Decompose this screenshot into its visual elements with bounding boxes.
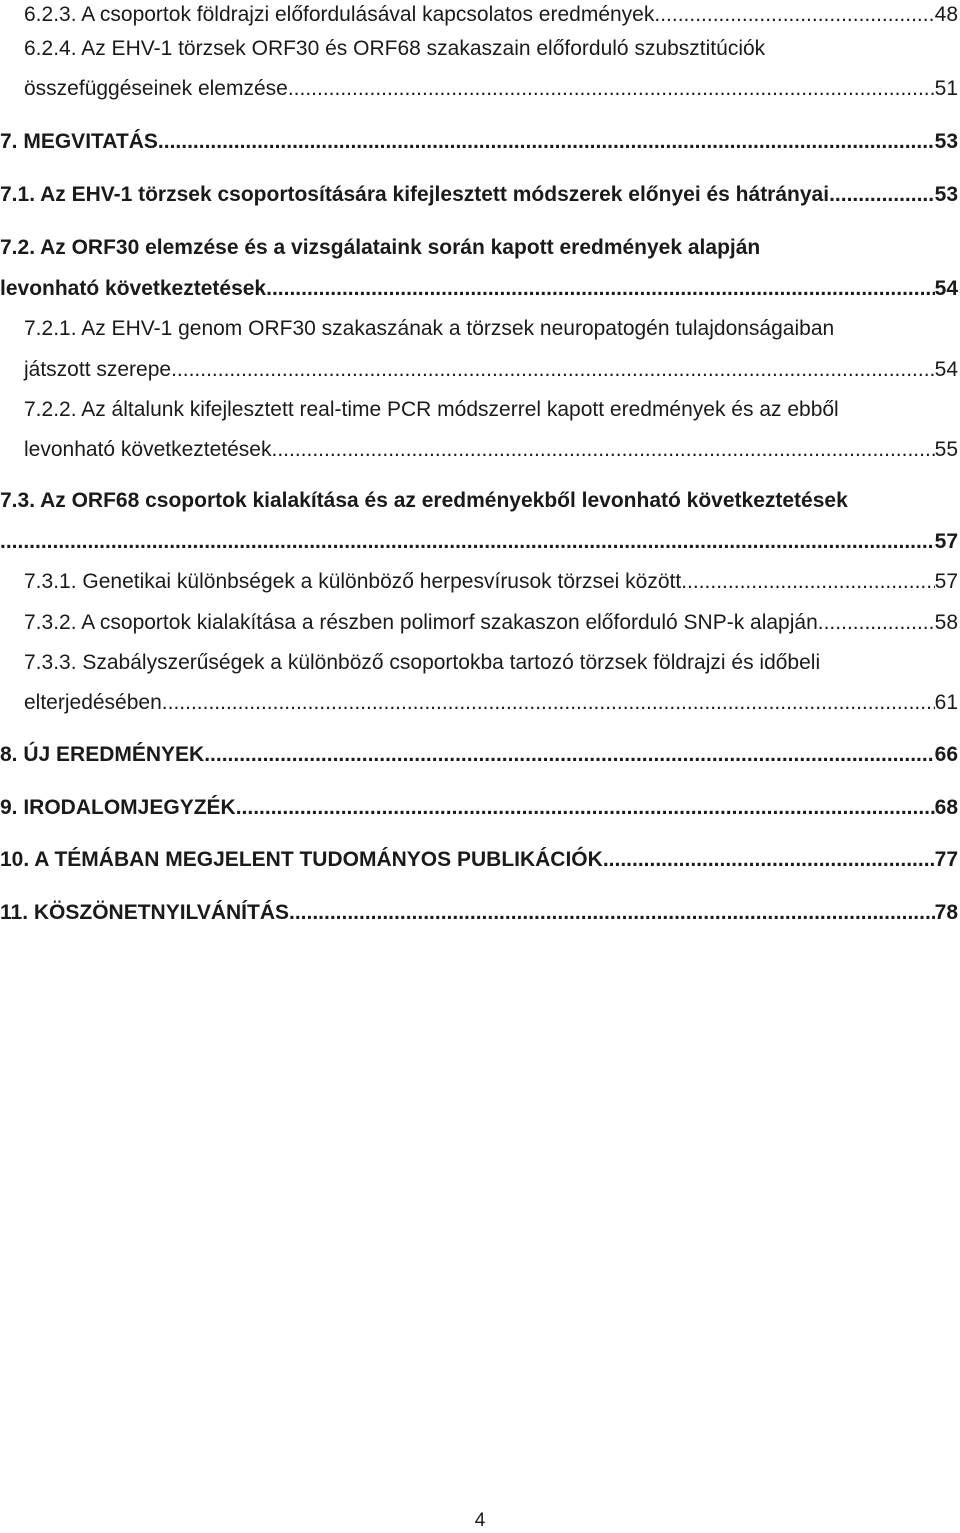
toc-page-number: 48 [934,3,958,26]
toc-page-number: 77 [934,848,958,871]
toc-entry-title-cont: elterjedésében [24,691,162,714]
toc-entry-title: 7.2.1. Az EHV-1 genom ORF30 szakaszának a törzsek neuropatogén tulajdonságaiban [24,317,835,340]
toc-entry-title: 7.1. Az EHV-1 törzsek csoportosítására kifejlesztett módszerek előnyei és hátrányai [0,183,830,206]
toc-leader-dots [0,527,935,557]
toc-page-number: 57 [934,530,958,553]
toc-leader-dots [681,567,934,597]
toc-page-number: 54 [934,358,958,381]
toc-leader-dots [204,740,934,770]
toc-page-number: 51 [934,77,958,100]
toc-entry-title-cont: összefüggéseinek elemzése [24,77,288,100]
toc-page-number: 53 [934,130,958,153]
toc-entry-7-3[interactable] [0,486,958,516]
toc-entry-7-2-1[interactable] [24,314,958,344]
toc-entry-7-3-3[interactable] [24,648,958,678]
toc-page-number: 66 [934,743,958,766]
toc-entry-7-1[interactable] [0,180,958,210]
toc-entry-title: 7.2. Az ORF30 elemzése és a vizsgálataink során kapott eredmények alapján [0,236,761,259]
toc-leader-dots [236,793,935,823]
toc-entry-7-3-cont[interactable] [0,527,958,557]
toc-entry-6-2-4-cont[interactable] [24,74,958,104]
toc-entry-title-cont: játszott szerepe [24,358,172,381]
toc-leader-dots [288,74,935,104]
toc-entry-6-2-3[interactable] [24,0,958,30]
toc-entry-7-3-1[interactable] [24,567,958,597]
toc-entry-title: 8. ÚJ EREDMÉNYEK [0,743,205,766]
toc-page-number: 57 [934,570,958,593]
toc-entry-title-cont: levonható következtetések [0,277,267,300]
toc-entry-title: 6.2.4. Az EHV-1 törzsek ORF30 és ORF68 szakaszain előforduló szubsztitúciók [24,37,766,60]
toc-entry-6-2-4[interactable] [24,34,958,64]
toc-entry-title: 7.2.2. Az általunk kifejlesztett real-time PCR módszerrel kapott eredmények és az ebből [24,398,839,421]
toc-entry-title: 6.2.3. A csoportok földrajzi előfordulásával kapcsolatos eredmények [24,3,655,26]
toc-entry-7-2-2-cont[interactable] [24,435,958,465]
toc-entry-10[interactable] [0,845,958,875]
toc-entry-title: 10. A TÉMÁBAN MEGJELENT TUDOMÁNYOS PUBLIKÁCIÓK [0,848,603,871]
toc-page-number: 54 [934,277,958,300]
toc-entry-title: 7. MEGVITATÁS [0,130,158,153]
toc-entry-7-2-2[interactable] [24,395,958,425]
toc-leader-dots [272,435,935,465]
toc-page-number: 55 [934,438,958,461]
toc-entry-title: 7.3.1. Genetikai különbségek a különböző herpesvírusok törzsei között [24,570,682,593]
toc-entry-7-3-2[interactable] [24,608,958,638]
toc-page-number: 53 [934,183,958,206]
toc-entry-7-2-cont[interactable] [0,274,958,304]
toc-entry-title-cont: levonható következtetések [24,438,272,461]
toc-entry-title: 7.3.3. Szabályszerűségek a különböző csoportokba tartozó törzsek földrajzi és időbeli [24,651,821,674]
toc-entry-11[interactable] [0,898,958,928]
toc-leader-dots [603,845,935,875]
toc-entry-9[interactable] [0,793,958,823]
toc-leader-dots [654,0,934,30]
toc-entry-title: 7.3. Az ORF68 csoportok kialakítása és az eredményekből levonható következtetések [0,489,848,512]
toc-entry-7-2[interactable] [0,233,958,263]
toc-leader-dots [171,355,935,385]
toc-entry-title: 7.3.2. A csoportok kialakítása a részben polimorf szakaszon előforduló SNP-k alapján [24,611,818,634]
toc-page-number: 78 [934,901,958,924]
toc-entry-title: 11. KÖSZÖNETNYILVÁNÍTÁS [0,901,289,924]
toc-page-number: 68 [934,796,958,819]
toc-leader-dots [829,180,935,210]
toc-page-number: 58 [934,611,958,634]
toc-entry-7-3-3-cont[interactable] [24,688,958,718]
toc-entry-7-2-1-cont[interactable] [24,355,958,385]
toc-leader-dots [162,688,935,718]
page-number: 4 [474,1510,486,1531]
toc-entry-title: 9. IRODALOMJEGYZÉK [0,796,236,819]
toc-entry-8[interactable] [0,740,958,770]
toc-leader-dots [158,127,935,157]
toc-leader-dots [289,898,935,928]
toc-leader-dots [266,274,935,304]
toc-leader-dots [818,608,935,638]
toc-entry-7[interactable] [0,127,958,157]
toc-page-number: 61 [934,691,958,714]
